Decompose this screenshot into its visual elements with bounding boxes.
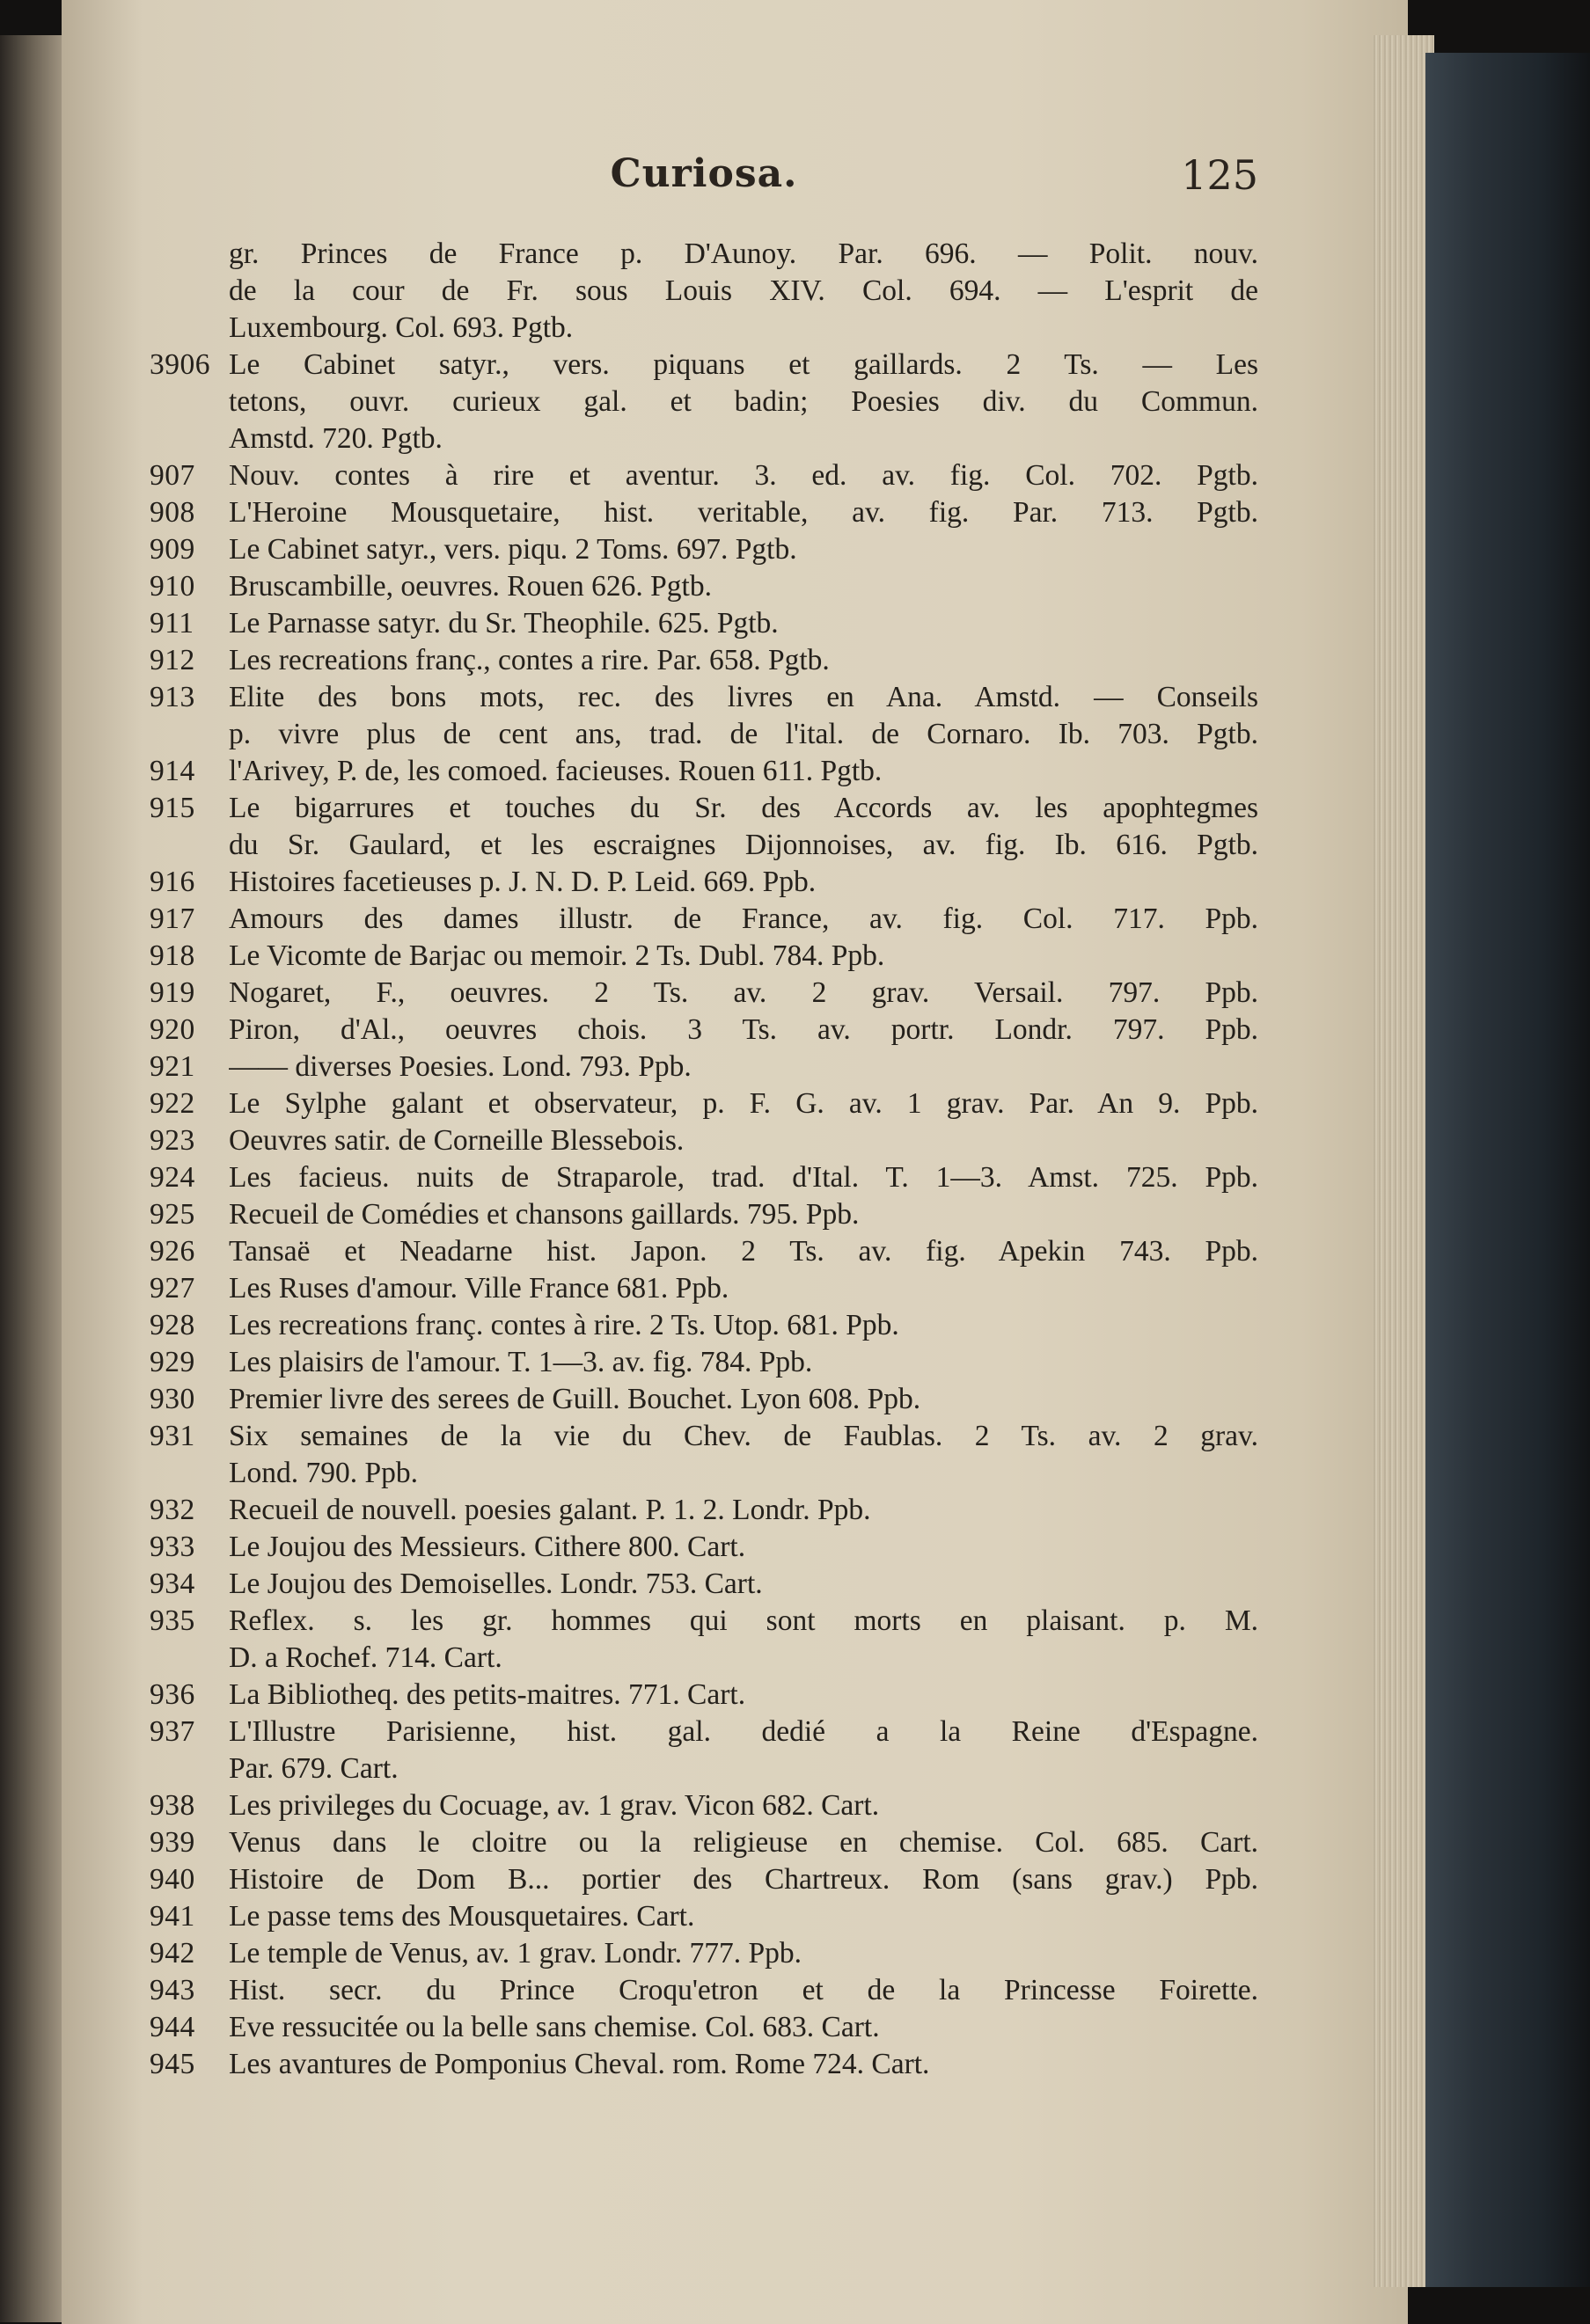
catalogue-line	[150, 938, 1258, 975]
entry-text: Les avantures de Pomponius Cheval. rom. Rome 724. Cart.	[229, 2048, 930, 2080]
entry-text: Lond. 790. Ppb.	[229, 1457, 418, 1489]
entry-text: Histoire de Dom B... portier des Chartreux. Rom (sans grav.) Ppb.	[229, 1863, 1258, 1896]
entry-number: 909	[150, 533, 195, 566]
entry-text: Luxembourg. Col. 693. Pgtb.	[229, 311, 574, 344]
entry-number: 910	[150, 570, 195, 603]
entry-number: 936	[150, 1678, 195, 1711]
entry-number: 908	[150, 496, 195, 529]
entry-number: 924	[150, 1161, 195, 1194]
catalogue-line	[150, 236, 1258, 273]
catalogue-line	[150, 1603, 1258, 1640]
catalogue-line	[150, 1344, 1258, 1381]
catalogue-line	[150, 1196, 1258, 1233]
entry-text: D. a Rochef. 714. Cart.	[229, 1641, 502, 1674]
catalogue-line	[150, 1824, 1258, 1861]
entry-text: Les facieus. nuits de Straparole, trad. d'Ital. T. 1—3. Amst. 725. Ppb.	[229, 1161, 1258, 1194]
entry-text: de la cour de Fr. sous Louis XIV. Col. 694. — L'esprit de	[229, 274, 1258, 307]
catalogue-line	[150, 273, 1258, 310]
entry-text: Recueil de nouvell. poesies galant. P. 1. 2. Londr. Ppb.	[229, 1494, 871, 1526]
entry-text: Hist. secr. du Prince Croqu'etron et de la Princesse Foirette.	[229, 1974, 1258, 2006]
entry-text: Amstd. 720. Pgtb.	[229, 422, 443, 455]
catalogue-line	[150, 1159, 1258, 1196]
entry-text: Le bigarrures et touches du Sr. des Accords av. les apophtegmes	[229, 792, 1258, 824]
catalogue-line	[150, 420, 1258, 457]
entry-number: 941	[150, 1900, 195, 1933]
catalogue-line	[150, 975, 1258, 1012]
entry-text: Le Parnasse satyr. du Sr. Theophile. 625. Pgtb.	[229, 607, 779, 639]
catalogue-line	[150, 679, 1258, 716]
entry-number: 919	[150, 976, 195, 1009]
catalogue-line	[150, 1750, 1258, 1787]
entry-text: Elite des bons mots, rec. des livres en Ana. Amstd. — Conseils	[229, 681, 1258, 713]
catalogue-line	[150, 310, 1258, 347]
entry-text: Tansaë et Neadarne hist. Japon. 2 Ts. av. fig. Apekin 743. Ppb.	[229, 1235, 1258, 1268]
entry-number: 945	[150, 2048, 195, 2080]
entry-number: 921	[150, 1050, 195, 1083]
entry-number: 926	[150, 1235, 195, 1268]
entry-number: 911	[150, 607, 194, 639]
entry-text: Reflex. s. les gr. hommes qui sont morts en plaisant. p. M.	[229, 1604, 1258, 1637]
entry-text: Les privileges du Cocuage, av. 1 grav. Vicon 682. Cart.	[229, 1789, 880, 1822]
entry-number: 943	[150, 1974, 195, 2006]
catalogue-line	[150, 1381, 1258, 1418]
catalogue-line	[150, 531, 1258, 568]
entry-text: Le Vicomte de Barjac ou memoir. 2 Ts. Dubl. 784. Ppb.	[229, 939, 885, 972]
catalogue-entries	[150, 236, 1258, 2083]
catalogue-line	[150, 1898, 1258, 1935]
entry-number: 939	[150, 1826, 195, 1859]
entry-text: Venus dans le cloitre ou la religieuse en chemise. Col. 685. Cart.	[229, 1826, 1258, 1859]
entry-number: 916	[150, 866, 195, 898]
catalogue-line	[150, 1455, 1258, 1492]
entry-number: 918	[150, 939, 195, 972]
catalogue-line	[150, 605, 1258, 642]
entry-text: Le Cabinet satyr., vers. piqu. 2 Toms. 697. Pgtb.	[229, 533, 797, 566]
entry-number: 937	[150, 1715, 195, 1748]
entry-text: Le passe tems des Mousquetaires. Cart.	[229, 1900, 695, 1933]
catalogue-line	[150, 1529, 1258, 1566]
entry-number: 930	[150, 1383, 195, 1415]
catalogue-line	[150, 384, 1258, 420]
catalogue-line	[150, 457, 1258, 494]
entry-text: Le Sylphe galant et observateur, p. F. G. av. 1 grav. Par. An 9. Ppb.	[229, 1087, 1258, 1120]
catalogue-line	[150, 2009, 1258, 2046]
entry-number: 925	[150, 1198, 195, 1231]
book-cover	[1425, 53, 1590, 2287]
entry-number: 940	[150, 1863, 195, 1896]
catalogue-line	[150, 864, 1258, 901]
entry-text: Nogaret, F., oeuvres. 2 Ts. av. 2 grav. Versail. 797. Ppb.	[229, 976, 1258, 1009]
entry-number: 928	[150, 1309, 195, 1341]
entry-number: 938	[150, 1789, 195, 1822]
entry-text: Les recreations franç., contes a rire. Par. 658. Pgtb.	[229, 644, 830, 676]
entry-number: 923	[150, 1124, 195, 1157]
entry-text: Recueil de Comédies et chansons gaillards. 795. Ppb.	[229, 1198, 860, 1231]
catalogue-line	[150, 901, 1258, 938]
catalogue-line	[150, 1492, 1258, 1529]
catalogue-line	[150, 568, 1258, 605]
page-header	[150, 151, 1258, 213]
catalogue-line	[150, 642, 1258, 679]
entry-text: Bruscambille, oeuvres. Rouen 626. Pgtb.	[229, 570, 712, 603]
catalogue-line	[150, 1307, 1258, 1344]
entry-number: 920	[150, 1013, 195, 1046]
entry-number: 935	[150, 1604, 195, 1637]
entry-text: L'Illustre Parisienne, hist. gal. dedié a la Reine d'Espagne.	[229, 1715, 1258, 1748]
catalogue-line	[150, 494, 1258, 531]
entry-text: —— diverses Poesies. Lond. 793. Ppb.	[229, 1050, 692, 1083]
entry-text: Par. 679. Cart.	[229, 1752, 399, 1785]
entry-number: 929	[150, 1346, 195, 1378]
entry-number: 915	[150, 792, 195, 824]
catalogue-line	[150, 1640, 1258, 1677]
entry-text: gr. Princes de France p. D'Aunoy. Par. 696. — Polit. nouv.	[229, 238, 1258, 270]
entry-text: Les recreations franç. contes à rire. 2 Ts. Utop. 681. Ppb.	[229, 1309, 899, 1341]
entry-number: 907	[150, 459, 195, 492]
entry-number: 914	[150, 755, 195, 787]
catalogue-line	[150, 1122, 1258, 1159]
entry-text: Le Joujou des Demoiselles. Londr. 753. Cart.	[229, 1568, 763, 1600]
entry-text: Premier livre des serees de Guill. Bouchet. Lyon 608. Ppb.	[229, 1383, 921, 1415]
entry-text: Nouv. contes à rire et aventur. 3. ed. av. fig. Col. 702. Pgtb.	[229, 459, 1258, 492]
entry-number: 944	[150, 2011, 195, 2043]
entry-number: 3906	[150, 348, 210, 381]
catalogue-line	[150, 347, 1258, 384]
entry-text: Piron, d'Al., oeuvres chois. 3 Ts. av. portr. Londr. 797. Ppb.	[229, 1013, 1258, 1046]
entry-text: Le Joujou des Messieurs. Cithere 800. Cart.	[229, 1531, 746, 1563]
entry-number: 912	[150, 644, 195, 676]
catalogue-line	[150, 1049, 1258, 1085]
catalogue-line	[150, 1714, 1258, 1750]
catalogue-line	[150, 827, 1258, 864]
catalogue-line	[150, 1566, 1258, 1603]
entry-text: du Sr. Gaulard, et les escraignes Dijonnoises, av. fig. Ib. 616. Pgtb.	[229, 829, 1258, 861]
catalogue-line	[150, 753, 1258, 790]
catalogue-line	[150, 716, 1258, 753]
catalogue-line	[150, 790, 1258, 827]
entry-text: Le temple de Venus, av. 1 grav. Londr. 777. Ppb.	[229, 1937, 802, 1970]
entry-text: tetons, ouvr. curieux gal. et badin; Poesies div. du Commun.	[229, 385, 1258, 418]
entry-number: 913	[150, 681, 195, 713]
entry-text: La Bibliotheq. des petits-maitres. 771. Cart.	[229, 1678, 746, 1711]
entry-text: Six semaines de la vie du Chev. de Faublas. 2 Ts. av. 2 grav.	[229, 1420, 1258, 1452]
catalogue-line	[150, 2046, 1258, 2083]
entry-text: p. vivre plus de cent ans, trad. de l'ital. de Cornaro. Ib. 703. Pgtb.	[229, 718, 1258, 750]
catalogue-line	[150, 1270, 1258, 1307]
catalogue-line	[150, 1012, 1258, 1049]
entry-number: 922	[150, 1087, 195, 1120]
entry-number: 927	[150, 1272, 195, 1305]
entry-number: 917	[150, 903, 195, 935]
entry-number: 931	[150, 1420, 195, 1452]
entry-number: 932	[150, 1494, 195, 1526]
entry-number: 942	[150, 1937, 195, 1970]
entry-number: 933	[150, 1531, 195, 1563]
entry-text: l'Arivey, P. de, les comoed. facieuses. Rouen 611. Pgtb.	[229, 755, 883, 787]
entry-number: 934	[150, 1568, 195, 1600]
catalogue-line	[150, 1787, 1258, 1824]
catalogue-line	[150, 1233, 1258, 1270]
catalogue-line	[150, 1935, 1258, 1972]
entry-text: Oeuvres satir. de Corneille Blessebois.	[229, 1124, 685, 1157]
catalogue-line	[150, 1972, 1258, 2009]
catalogue-line	[150, 1861, 1258, 1898]
entry-text: Eve ressucitée ou la belle sans chemise. Col. 683. Cart.	[229, 2011, 880, 2043]
entry-text: Les plaisirs de l'amour. T. 1—3. av. fig. 784. Ppb.	[229, 1346, 813, 1378]
page-number: 125	[1181, 151, 1258, 199]
running-title: Curiosa.	[610, 151, 798, 196]
entry-text: Histoires facetieuses p. J. N. D. P. Leid. 669. Ppb.	[229, 866, 817, 898]
entry-text: L'Heroine Mousquetaire, hist. veritable, av. fig. Par. 713. Pgtb.	[229, 496, 1258, 529]
catalogue-line	[150, 1418, 1258, 1455]
catalogue-line	[150, 1677, 1258, 1714]
entry-text: Amours des dames illustr. de France, av. fig. Col. 717. Ppb.	[229, 903, 1258, 935]
entry-text: Le Cabinet satyr., vers. piquans et gaillards. 2 Ts. — Les	[229, 348, 1258, 381]
catalogue-line	[150, 1085, 1258, 1122]
entry-text: Les Ruses d'amour. Ville France 681. Ppb.	[229, 1272, 729, 1305]
